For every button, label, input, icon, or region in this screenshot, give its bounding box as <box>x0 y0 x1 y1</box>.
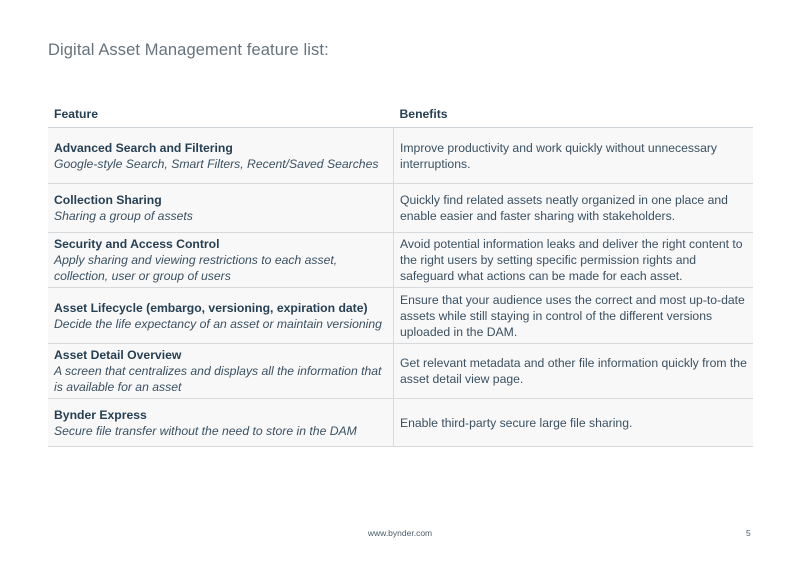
feature-description: Decide the life expectancy of an asset or maintain versioning <box>54 316 382 331</box>
feature-name: Collection Sharing <box>54 193 162 207</box>
benefit-cell <box>394 128 754 184</box>
page-title: Digital Asset Management feature list: <box>48 41 329 59</box>
benefit-cell <box>394 184 754 233</box>
table-row <box>48 344 753 399</box>
feature-cell <box>48 233 394 288</box>
table-header-row <box>48 100 753 128</box>
feature-column-header: Feature <box>48 100 394 128</box>
feature-name: Asset Detail Overview <box>54 348 182 362</box>
feature-description: Apply sharing and viewing restrictions to each asset, collection, user or group of users <box>54 253 338 283</box>
footer-url: www.bynder.com <box>367 528 433 538</box>
table-row <box>48 233 753 288</box>
feature-description: A screen that centralizes and displays all the information that is available for an asset <box>54 364 382 394</box>
feature-cell <box>48 399 394 447</box>
table-row <box>48 288 753 344</box>
feature-name: Security and Access Control <box>54 237 220 251</box>
table-row <box>48 128 753 184</box>
benefits-column-header: Benefits <box>394 100 754 128</box>
feature-name: Advanced Search and Filtering <box>54 140 233 155</box>
feature-description: Secure file transfer without the need to store in the DAM <box>54 423 357 438</box>
table-row <box>48 184 753 233</box>
benefit-text: Quickly find related assets neatly organized in one place and enable easier and faster sharing with stakeholders. <box>400 193 728 223</box>
feature-name: Bynder Express <box>54 407 147 422</box>
benefit-text: Improve productivity and work quickly without unnecessary interruptions. <box>400 140 718 171</box>
feature-cell <box>48 288 394 344</box>
feature-cell <box>48 344 394 399</box>
feature-table <box>48 100 753 447</box>
benefit-cell <box>394 288 754 344</box>
feature-cell <box>48 184 394 233</box>
page-number: 5 <box>746 528 751 538</box>
benefit-cell <box>394 399 754 447</box>
benefit-text: Ensure that your audience uses the correct and most up-to-date assets while still staying in control of the different versions uploaded in the DAM. <box>400 292 745 339</box>
table-row <box>48 399 753 447</box>
benefit-cell <box>394 233 754 288</box>
benefit-text: Avoid potential information leaks and deliver the right content to the right users by setting specific permission rights and safeguard what actions can be made for each asset. <box>400 237 743 283</box>
feature-description: Google-style Search, Smart Filters, Recent/Saved Searches <box>54 156 379 171</box>
benefit-text: Get relevant metadata and other file information quickly from the asset detail view page. <box>400 356 747 386</box>
benefit-cell <box>394 344 754 399</box>
feature-name: Asset Lifecycle (embargo, versioning, expiration date) <box>54 300 368 315</box>
benefit-text: Enable third-party secure large file sharing. <box>400 415 633 430</box>
feature-cell <box>48 128 394 184</box>
feature-description: Sharing a group of assets <box>54 209 193 223</box>
